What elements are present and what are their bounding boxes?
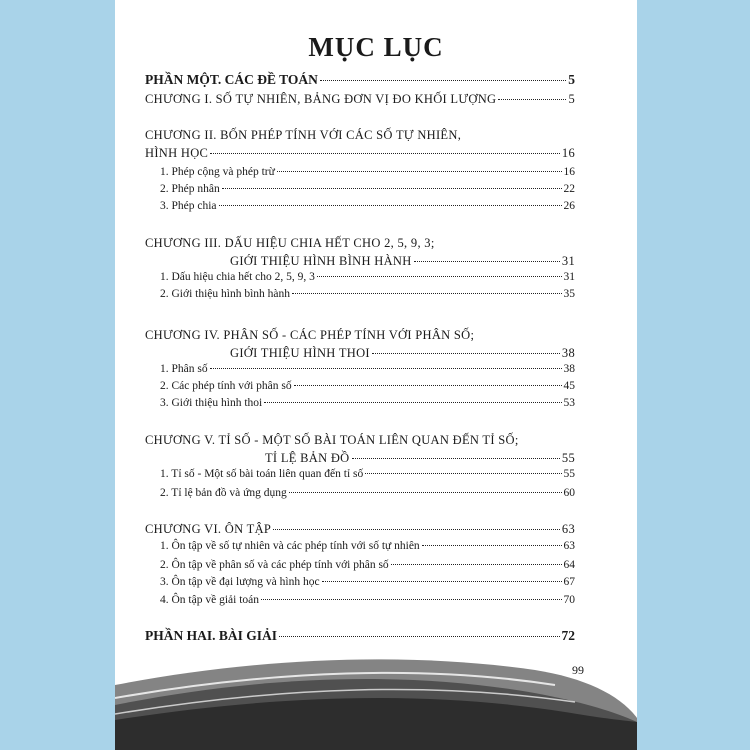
dot-leader	[261, 599, 561, 600]
book-page	[115, 0, 637, 750]
toc-page: 38	[563, 363, 575, 375]
toc-label: TỈ LỆ BẢN ĐỒ	[265, 451, 350, 465]
dot-leader	[322, 581, 562, 582]
toc-entry-part-one	[145, 72, 575, 88]
toc-label: 1. Phép cộng và phép trừ	[160, 166, 275, 178]
toc-page: 53	[563, 397, 575, 409]
toc-subentry	[160, 559, 575, 571]
toc-label: 2. Ôn tập về phân số và các phép tính với phân số	[160, 559, 389, 571]
toc-subentry	[160, 487, 575, 499]
dot-leader	[365, 473, 561, 474]
dot-leader	[317, 276, 562, 277]
toc-entry-chapter-5	[265, 451, 575, 466]
toc-subentry	[160, 594, 575, 606]
toc-subentry	[160, 166, 575, 178]
toc-page: 26	[563, 200, 575, 212]
toc-chapter-3-heading: CHƯƠNG III. DẤU HIỆU CHIA HẾT CHO 2, 5, 9, 3;	[145, 236, 435, 250]
dot-leader	[279, 636, 559, 637]
toc-label: CHƯƠNG I. SỐ TỰ NHIÊN, BẢNG ĐƠN VỊ ĐO KHỐI LƯỢNG	[145, 92, 497, 106]
toc-entry-chapter-6	[145, 522, 575, 537]
dot-leader	[264, 402, 561, 403]
page-title: MỤC LỤC	[308, 32, 444, 62]
dot-leader	[320, 80, 566, 81]
toc-label: 2. Phép nhân	[160, 183, 220, 195]
toc-subentry	[160, 271, 575, 283]
toc-page: 63	[563, 540, 575, 552]
toc-page: 16	[561, 146, 575, 160]
toc-chapter-4-heading: CHƯƠNG IV. PHÂN SỐ - CÁC PHÉP TÍNH VỚI PHÂN SỐ;	[145, 328, 475, 342]
toc-chapter-5-heading: CHƯƠNG V. TỈ SỐ - MỘT SỐ BÀI TOÁN LIÊN QUAN ĐẾN TỈ SỐ;	[145, 433, 519, 447]
toc-subentry	[160, 380, 575, 392]
toc-label: GIỚI THIỆU HÌNH BÌNH HÀNH	[230, 254, 412, 268]
dot-leader	[422, 545, 562, 546]
dot-leader	[210, 153, 560, 154]
toc-label: 1. Tỉ số - Một số bài toán liên quan đến tỉ số	[160, 468, 364, 480]
dot-leader	[273, 529, 560, 530]
toc-entry-chapter-3	[230, 254, 575, 269]
toc-subentry	[160, 397, 575, 409]
dot-leader	[292, 293, 561, 294]
toc-page: 70	[563, 594, 575, 606]
toc-label: 1. Ôn tập về số tự nhiên và các phép tính với số tự nhiên	[160, 540, 420, 552]
toc-page: 72	[561, 628, 575, 643]
page-number: 99	[572, 663, 584, 677]
toc-page: 45	[563, 380, 575, 392]
toc-label: 3. Phép chia	[160, 200, 217, 212]
toc-label: 2. Các phép tính với phân số	[160, 380, 292, 392]
toc-entry-chapter-1	[145, 92, 575, 107]
toc-entry-chapter-2	[145, 146, 575, 161]
toc-subentry	[160, 576, 575, 588]
toc-page: 60	[563, 487, 575, 499]
dot-leader	[391, 564, 562, 565]
toc-label: HÌNH HỌC	[145, 146, 209, 160]
dot-leader	[289, 492, 562, 493]
toc-label: 1. Dấu hiệu chia hết cho 2, 5, 9, 3	[160, 271, 315, 283]
toc-entry-chapter-4	[230, 346, 575, 361]
dot-leader	[222, 188, 562, 189]
toc-label: 3. Ôn tập về đại lượng và hình học	[160, 576, 320, 588]
toc-page: 64	[563, 559, 575, 571]
toc-page: 31	[563, 271, 575, 283]
toc-page: 22	[563, 183, 575, 195]
toc-label: 4. Ôn tập về giải toán	[160, 594, 260, 606]
toc-label: PHẦN HAI. BÀI GIẢI	[145, 628, 278, 643]
toc-page: 5	[568, 72, 575, 87]
dot-leader	[277, 171, 562, 172]
toc-label: 1. Phân số	[160, 363, 208, 375]
toc-chapter-2-heading: CHƯƠNG II. BỐN PHÉP TÍNH VỚI CÁC SỐ TỰ NHIÊN,	[145, 128, 462, 142]
toc-subentry	[160, 540, 575, 552]
toc-label: GIỚI THIỆU HÌNH THOI	[230, 346, 370, 360]
toc-page: 16	[563, 166, 575, 178]
dot-leader	[372, 353, 560, 354]
toc-page: 35	[563, 288, 575, 300]
dot-leader	[210, 368, 562, 369]
toc-subentry	[160, 468, 575, 480]
toc-page: 63	[561, 522, 575, 536]
toc-page: 31	[561, 254, 575, 268]
toc-label: 2. Tỉ lệ bản đồ và ứng dụng	[160, 487, 287, 499]
toc-page: 67	[563, 576, 575, 588]
toc-page: 55	[561, 451, 575, 465]
dot-leader	[498, 99, 566, 100]
toc-page: 38	[561, 346, 575, 360]
dot-leader	[414, 261, 560, 262]
toc-label: PHẦN MỘT. CÁC ĐỀ TOÁN	[145, 72, 318, 87]
toc-subentry	[160, 363, 575, 375]
toc-subentry	[160, 183, 575, 195]
toc-label: 3. Giới thiệu hình thoi	[160, 397, 263, 409]
dot-leader	[352, 458, 560, 459]
toc-subentry	[160, 288, 575, 300]
decorative-swoosh	[115, 640, 637, 750]
toc-page: 5	[568, 92, 575, 106]
toc-label: CHƯƠNG VI. ÔN TẬP	[145, 522, 272, 536]
toc-page: 55	[563, 468, 575, 480]
dot-leader	[294, 385, 562, 386]
dot-leader	[219, 205, 562, 206]
toc-label: 2. Giới thiệu hình bình hành	[160, 288, 291, 300]
toc-subentry	[160, 200, 575, 212]
